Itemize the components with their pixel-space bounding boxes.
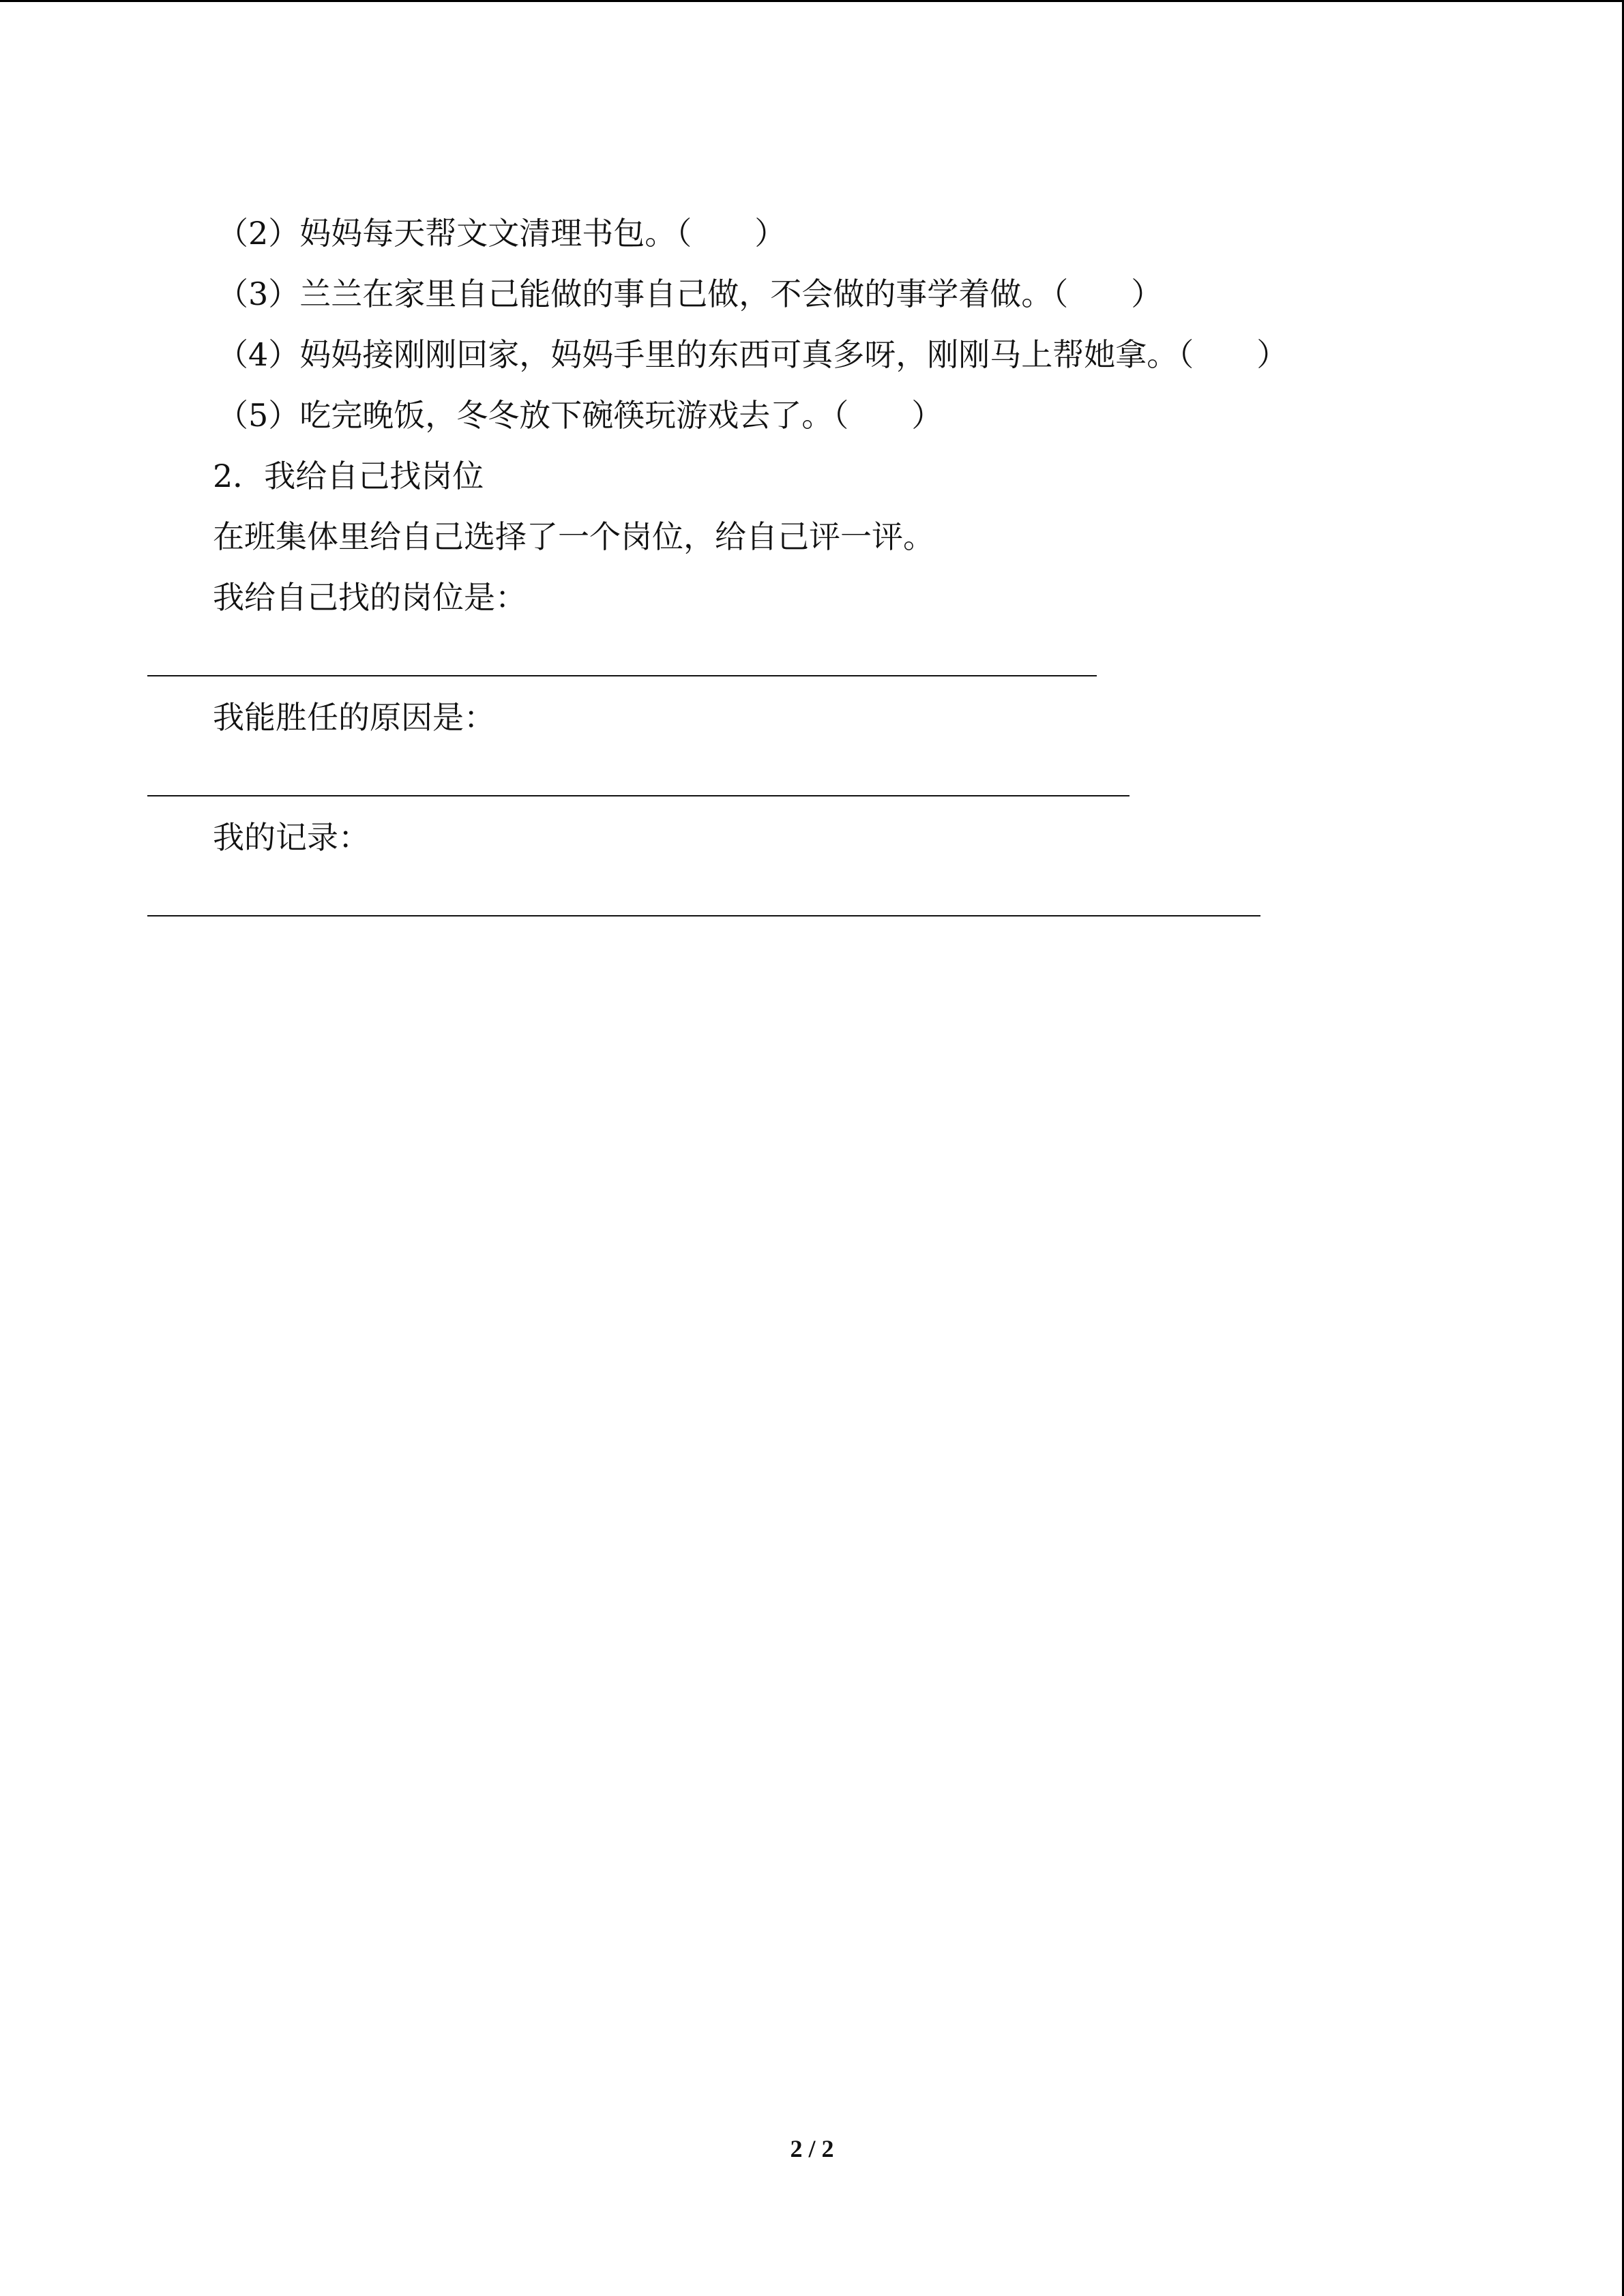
position-answer-line[interactable] — [147, 675, 1097, 676]
judgment-item-4: （4）妈妈接刚刚回家，妈妈手里的东西可真多呀，刚刚马上帮她拿。（ ） — [217, 336, 1288, 373]
reason-answer-line[interactable] — [147, 795, 1130, 796]
record-answer-line[interactable] — [147, 915, 1260, 916]
judgment-item-5: （5）吃完晚饭，冬冬放下碗筷玩游戏去了。（ ） — [217, 397, 943, 434]
record-prompt: 我的记录： — [213, 819, 370, 856]
position-prompt: 我给自己找的岗位是： — [213, 579, 527, 616]
judgment-item-3: （3）兰兰在家里自己能做的事自己做，不会做的事学着做。（ ） — [217, 275, 1163, 312]
section-heading: 2．我给自己找岗位 — [213, 458, 484, 494]
judgment-item-2: （2）妈妈每天帮文文清理书包。（ ） — [217, 215, 786, 252]
section-instruction: 在班集体里给自己选择了一个岗位，给自己评一评。 — [213, 518, 934, 555]
page-number: 2 / 2 — [790, 2135, 834, 2162]
reason-prompt: 我能胜任的原因是： — [213, 699, 495, 736]
page-border-top — [0, 0, 1624, 2]
